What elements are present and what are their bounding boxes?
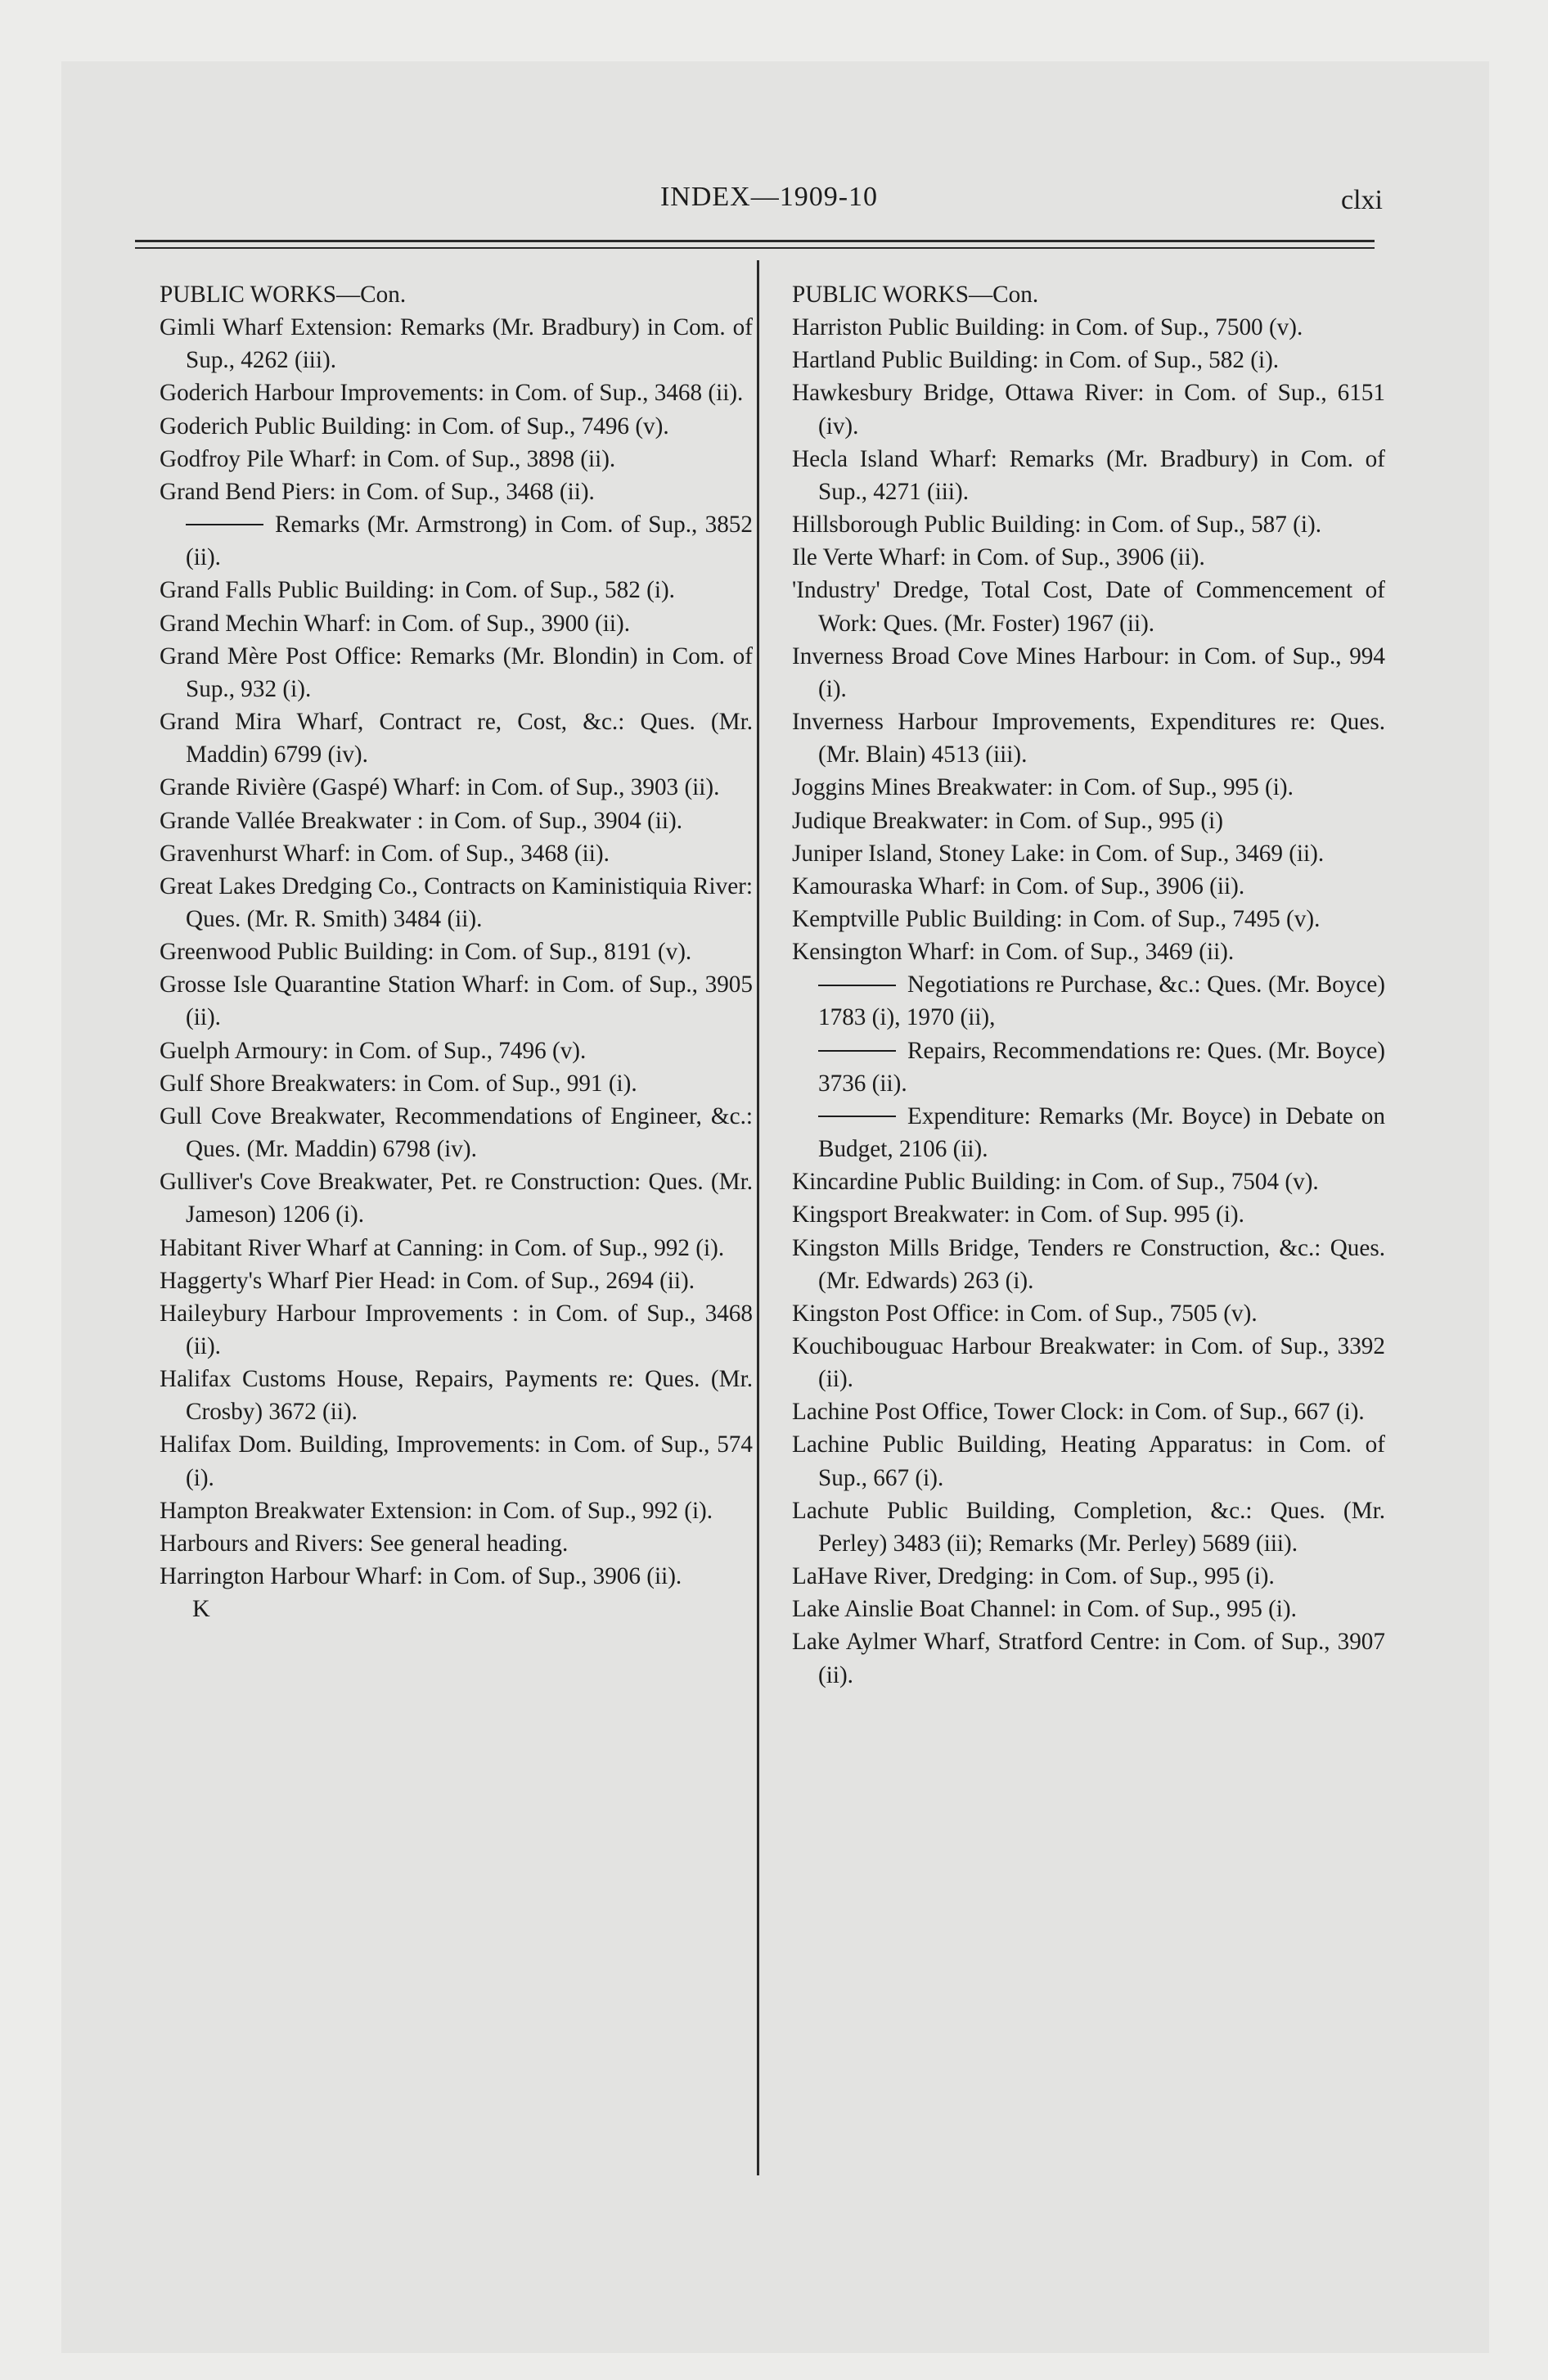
header-rule-top: [135, 240, 1375, 242]
index-entry: Gulf Shore Breakwaters: in Com. of Sup., 991 (i).: [160, 1070, 637, 1097]
header-rule-bottom: [135, 247, 1375, 249]
index-entry: Halifax Customs House, Repairs, Payments re: Ques. (Mr. Crosby) 3672 (ii).: [160, 1366, 753, 1426]
index-entry: Gravenhurst Wharf: in Com. of Sup., 3468 (ii).: [160, 840, 610, 867]
index-entry: Hawkesbury Bridge, Ottawa River: in Com. of Sup., 6151 (iv).: [792, 380, 1385, 439]
index-entry: Grosse Isle Quarantine Station Wharf: in Com. of Sup., 3905 (ii).: [160, 971, 753, 1031]
subentry-text: Expenditure: Remarks (Mr. Boyce) in Debate on Budget, 2106 (ii).: [818, 1102, 1385, 1163]
index-entry: Lake Aylmer Wharf, Stratford Centre: in Com. of Sup., 3907 (ii).: [792, 1629, 1385, 1688]
index-entry: Harbours and Rivers: See general heading.: [160, 1530, 569, 1557]
signature-mark: K: [192, 1595, 210, 1623]
subentry-text: Negotiations re Purchase, &c.: Ques. (Mr. Boyce) 1783 (i), 1970 (ii),: [818, 971, 1385, 1031]
index-entry: Grand Bend Piers: in Com. of Sup., 3468 (ii).: [160, 478, 595, 505]
index-entry: Kamouraska Wharf: in Com. of Sup., 3906 (ii).: [792, 872, 1245, 899]
index-entry: Gull Cove Breakwater, Recommendations of Engineer, &c.: Ques. (Mr. Maddin) 6798 (iv).: [160, 1102, 753, 1163]
index-entry: Grande Rivière (Gaspé) Wharf: in Com. of Sup., 3903 (ii).: [160, 774, 720, 801]
subentry-text: Remarks (Mr. Armstrong) in Com. of Sup., 3852 (ii).: [186, 512, 753, 571]
index-entry: Hecla Island Wharf: Remarks (Mr. Bradbury) in Com. of Sup., 4271 (iii).: [792, 445, 1385, 505]
index-entry: Kincardine Public Building: in Com. of Sup., 7504 (v).: [792, 1169, 1319, 1196]
index-entry: Kensington Wharf: in Com. of Sup., 3469 (ii).: [792, 939, 1235, 966]
ditto-dash: [818, 1116, 896, 1117]
index-entry: Kingston Mills Bridge, Tenders re Construction, &c.: Ques. (Mr. Edwards) 263 (i).: [792, 1234, 1385, 1294]
left-column: [160, 278, 753, 1625]
index-entry: Goderich Public Building: in Com. of Sup., 7496 (v).: [160, 412, 669, 439]
index-subentry: [792, 1100, 1385, 1165]
index-subentry: [160, 508, 753, 574]
index-entry: Kingston Post Office: in Com. of Sup., 7505 (v).: [792, 1300, 1258, 1327]
index-subentry: [792, 1034, 1385, 1100]
index-entry: Lachute Public Building, Completion, &c.: Ques. (Mr. Perley) 3483 (ii); Remarks (Mr. Perley) 5689 (iii).: [792, 1497, 1385, 1557]
index-entry: Haileybury Harbour Improvements : in Com. of Sup., 3468 (ii).: [160, 1300, 753, 1359]
index-entry: Grand Mère Post Office: Remarks (Mr. Blondin) in Com. of Sup., 932 (i).: [160, 642, 753, 702]
index-entry: Grande Vallée Breakwater : in Com. of Sup., 3904 (ii).: [160, 807, 683, 834]
index-entry: Juniper Island, Stoney Lake: in Com. of Sup., 3469 (ii).: [792, 840, 1325, 867]
index-entry: Kouchibouguac Harbour Breakwater: in Com. of Sup., 3392 (ii).: [792, 1333, 1385, 1393]
index-entry: Godfroy Pile Wharf: in Com. of Sup., 3898 (ii).: [160, 445, 616, 472]
index-entry: Grand Mechin Wharf: in Com. of Sup., 3900 (ii).: [160, 610, 631, 637]
index-entry: Kingsport Breakwater: in Com. of Sup. 995 (i).: [792, 1201, 1244, 1228]
index-entry: Judique Breakwater: in Com. of Sup., 995 (i): [792, 807, 1223, 834]
index-entry: LaHave River, Dredging: in Com. of Sup., 995 (i).: [792, 1563, 1275, 1590]
index-entry: Halifax Dom. Building, Improvements: in Com. of Sup., 574 (i).: [160, 1431, 753, 1491]
index-entry: Joggins Mines Breakwater: in Com. of Sup., 995 (i).: [792, 774, 1294, 801]
index-entry: Grand Falls Public Building: in Com. of Sup., 582 (i).: [160, 577, 675, 604]
index-entry: Goderich Harbour Improvements: in Com. of Sup., 3468 (ii).: [160, 380, 744, 407]
index-entry: Ile Verte Wharf: in Com. of Sup., 3906 (ii).: [792, 544, 1205, 571]
index-entry: Gulliver's Cove Breakwater, Pet. re Construction: Ques. (Mr. Jameson) 1206 (i).: [160, 1169, 753, 1228]
index-entry: Gimli Wharf Extension: Remarks (Mr. Bradbury) in Com. of Sup., 4262 (iii).: [160, 314, 753, 374]
page-title: INDEX—1909-10: [659, 182, 879, 212]
index-entry: Lachine Post Office, Tower Clock: in Com. of Sup., 667 (i).: [792, 1399, 1365, 1426]
index-entry: Hillsborough Public Building: in Com. of Sup., 587 (i).: [792, 512, 1322, 539]
index-entry: Greenwood Public Building: in Com. of Sup., 8191 (v).: [160, 939, 692, 966]
index-entry: Hampton Breakwater Extension: in Com. of Sup., 992 (i).: [160, 1497, 713, 1524]
index-entry: 'Industry' Dredge, Total Cost, Date of Commencement of Work: Ques. (Mr. Foster) 1967 (ii).: [792, 577, 1385, 637]
index-subentry: [792, 968, 1385, 1034]
index-entry: Lachine Public Building, Heating Apparatus: in Com. of Sup., 667 (i).: [792, 1431, 1385, 1491]
ditto-dash: [818, 985, 896, 986]
index-entry: Inverness Harbour Improvements, Expenditures re: Ques. (Mr. Blain) 4513 (iii).: [792, 709, 1385, 769]
index-entry: Inverness Broad Cove Mines Harbour: in Com. of Sup., 994 (i).: [792, 642, 1385, 702]
index-entry: Grand Mira Wharf, Contract re, Cost, &c.: Ques. (Mr. Maddin) 6799 (iv).: [160, 709, 753, 769]
page-header: [155, 182, 1383, 223]
index-entry: Harriston Public Building: in Com. of Sup., 7500 (v).: [792, 314, 1303, 341]
index-entry: Hartland Public Building: in Com. of Sup., 582 (i).: [792, 347, 1280, 374]
index-entry: Haggerty's Wharf Pier Head: in Com. of Sup., 2694 (ii).: [160, 1267, 695, 1294]
index-entry: Kemptville Public Building: in Com. of Sup., 7495 (v).: [792, 905, 1321, 932]
page-number: clxi: [1341, 185, 1383, 215]
index-entry: Lake Ainslie Boat Channel: in Com. of Sup., 995 (i).: [792, 1596, 1297, 1623]
index-entry: Great Lakes Dredging Co., Contracts on Kaministiquia River: Ques. (Mr. R. Smith) 3484 (ii).: [160, 872, 753, 932]
section-heading: PUBLIC WORKS—Con.: [160, 282, 407, 308]
index-entry: Habitant River Wharf at Canning: in Com. of Sup., 992 (i).: [160, 1234, 725, 1261]
section-heading: PUBLIC WORKS—Con.: [792, 282, 1039, 308]
ditto-dash: [818, 1050, 896, 1052]
ditto-dash: [186, 524, 263, 525]
right-column: [792, 278, 1385, 1692]
index-entry: Harrington Harbour Wharf: in Com. of Sup., 3906 (ii).: [160, 1563, 682, 1590]
index-entry: Guelph Armoury: in Com. of Sup., 7496 (v).: [160, 1037, 587, 1064]
subentry-text: Repairs, Recommendations re: Ques. (Mr. Boyce) 3736 (ii).: [818, 1037, 1385, 1097]
column-divider: [757, 260, 759, 2175]
